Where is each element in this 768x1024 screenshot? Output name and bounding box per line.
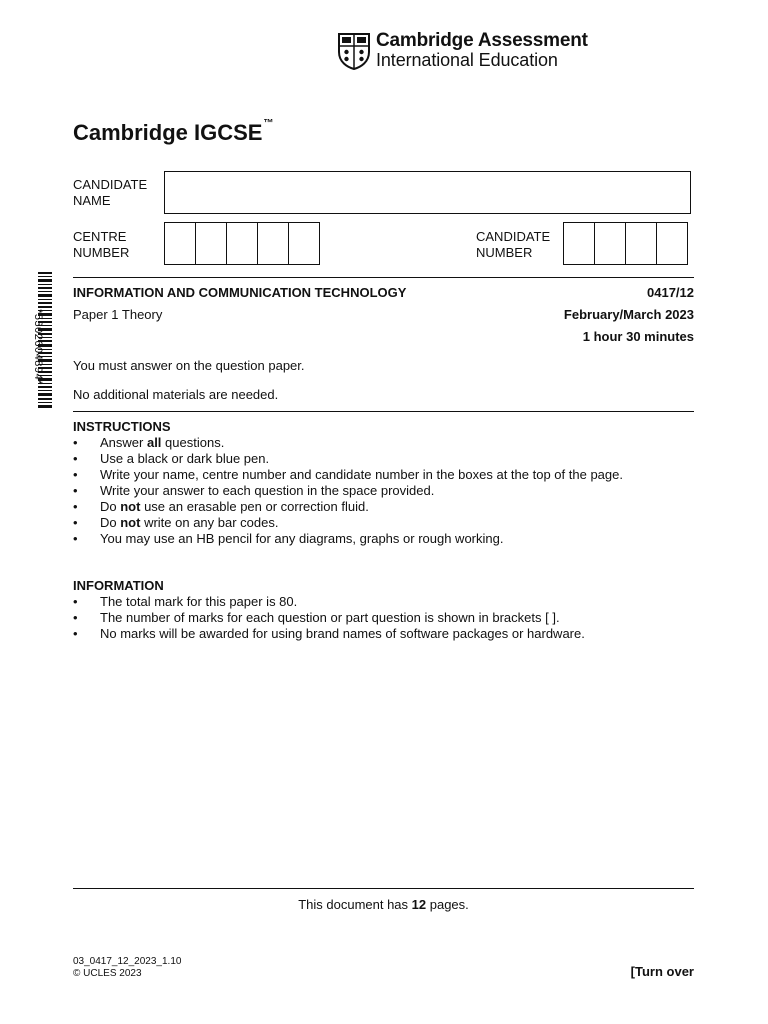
document-code: 03_0417_12_2023_1.10 <box>73 956 182 967</box>
information-item <box>73 610 585 626</box>
page-count-post: pages. <box>426 897 469 912</box>
centre-number-field[interactable] <box>164 222 320 265</box>
centre-number-label <box>73 229 129 261</box>
instruction-text-end: write on any bar codes. <box>140 515 279 530</box>
instruction-emphasis: all <box>146 435 162 450</box>
centre-number-cell[interactable] <box>195 222 227 265</box>
information-heading: INFORMATION <box>73 578 164 593</box>
candidate-name-label-line1: CANDIDATE <box>73 177 148 192</box>
page-count-note <box>73 897 694 912</box>
candidate-number-label-line2: NUMBER <box>476 245 533 260</box>
divider <box>73 411 694 412</box>
instruction-item <box>73 515 623 531</box>
candidate-number-cell[interactable] <box>594 222 626 265</box>
instruction-text-end: use an erasable pen or correction fluid. <box>140 499 369 514</box>
information-text: The total mark for this paper is 80. <box>100 594 298 609</box>
divider <box>73 277 694 278</box>
instruction-item <box>73 499 623 515</box>
information-text: No marks will be awarded for using brand names of software packages or hardware. <box>100 626 585 641</box>
instruction-emphasis: not <box>120 515 141 530</box>
exam-duration: 1 hour 30 minutes <box>582 329 694 344</box>
instruction-item <box>73 531 623 547</box>
candidate-number-field[interactable] <box>563 222 688 265</box>
candidate-number-cell[interactable] <box>656 222 688 265</box>
centre-number-cell[interactable] <box>288 222 320 265</box>
candidate-name-label-line2: NAME <box>73 193 111 208</box>
centre-number-label-line1: CENTRE <box>73 229 127 244</box>
candidate-name-label <box>73 177 147 209</box>
instruction-text: Write your name, centre number and candidate number in the boxes at the top of the page. <box>100 467 623 482</box>
information-text: The number of marks for each question or part question is shown in brackets [ ]. <box>100 610 560 625</box>
turn-over: [Turn over <box>630 964 694 979</box>
instruction-item <box>73 483 623 499</box>
candidate-number-label-line1: CANDIDATE <box>476 229 551 244</box>
divider <box>73 888 694 889</box>
centre-number-label-line2: NUMBER <box>73 245 130 260</box>
instruction-text: Use a black or dark blue pen. <box>100 451 270 466</box>
instruction-text-end: questions. <box>161 435 225 450</box>
instruction-text: Answer <box>100 435 147 450</box>
instruction-text: Do <box>100 515 121 530</box>
candidate-number-label <box>476 229 550 261</box>
information-item <box>73 626 585 642</box>
note-no-materials: No additional materials are needed. <box>73 387 279 402</box>
exam-session: February/March 2023 <box>563 307 694 322</box>
logo-line1: Cambridge Assessment <box>376 30 588 51</box>
footer-left <box>73 956 181 980</box>
trademark-mark: ™ <box>263 118 274 129</box>
paper-code: 0417/12 <box>647 285 694 300</box>
copyright: © UCLES 2023 <box>73 968 142 979</box>
instruction-text: Do <box>100 499 121 514</box>
title-text: Cambridge IGCSE <box>73 120 263 145</box>
centre-number-cell[interactable] <box>164 222 196 265</box>
instructions-heading: INSTRUCTIONS <box>73 419 171 434</box>
candidate-name-field[interactable] <box>164 171 691 214</box>
candidate-number-cell[interactable] <box>625 222 657 265</box>
information-list <box>73 594 585 642</box>
instruction-item <box>73 451 623 467</box>
instruction-emphasis: not <box>120 499 141 514</box>
instruction-item <box>73 435 623 451</box>
centre-number-cell[interactable] <box>257 222 289 265</box>
cambridge-logo <box>337 30 597 72</box>
candidate-number-cell[interactable] <box>563 222 595 265</box>
note-answer-on-paper: You must answer on the question paper. <box>73 358 305 373</box>
page-count-number: 12 <box>411 897 427 912</box>
instructions-list <box>73 435 623 547</box>
page-count-pre: This document has <box>298 897 412 912</box>
subject-title: INFORMATION AND COMMUNICATION TECHNOLOGY <box>73 285 407 300</box>
centre-number-cell[interactable] <box>226 222 258 265</box>
page-title <box>73 120 273 146</box>
instruction-text: You may use an HB pencil for any diagrams, graphs or rough working. <box>100 531 504 546</box>
information-item <box>73 594 585 610</box>
barcode-text: *5302604894* <box>32 309 44 385</box>
instruction-text: Write your answer to each question in the space provided. <box>100 483 435 498</box>
cambridge-crest-icon <box>337 32 371 70</box>
logo-line2: International Education <box>376 50 558 70</box>
paper-name: Paper 1 Theory <box>73 307 163 322</box>
instruction-item <box>73 467 623 483</box>
